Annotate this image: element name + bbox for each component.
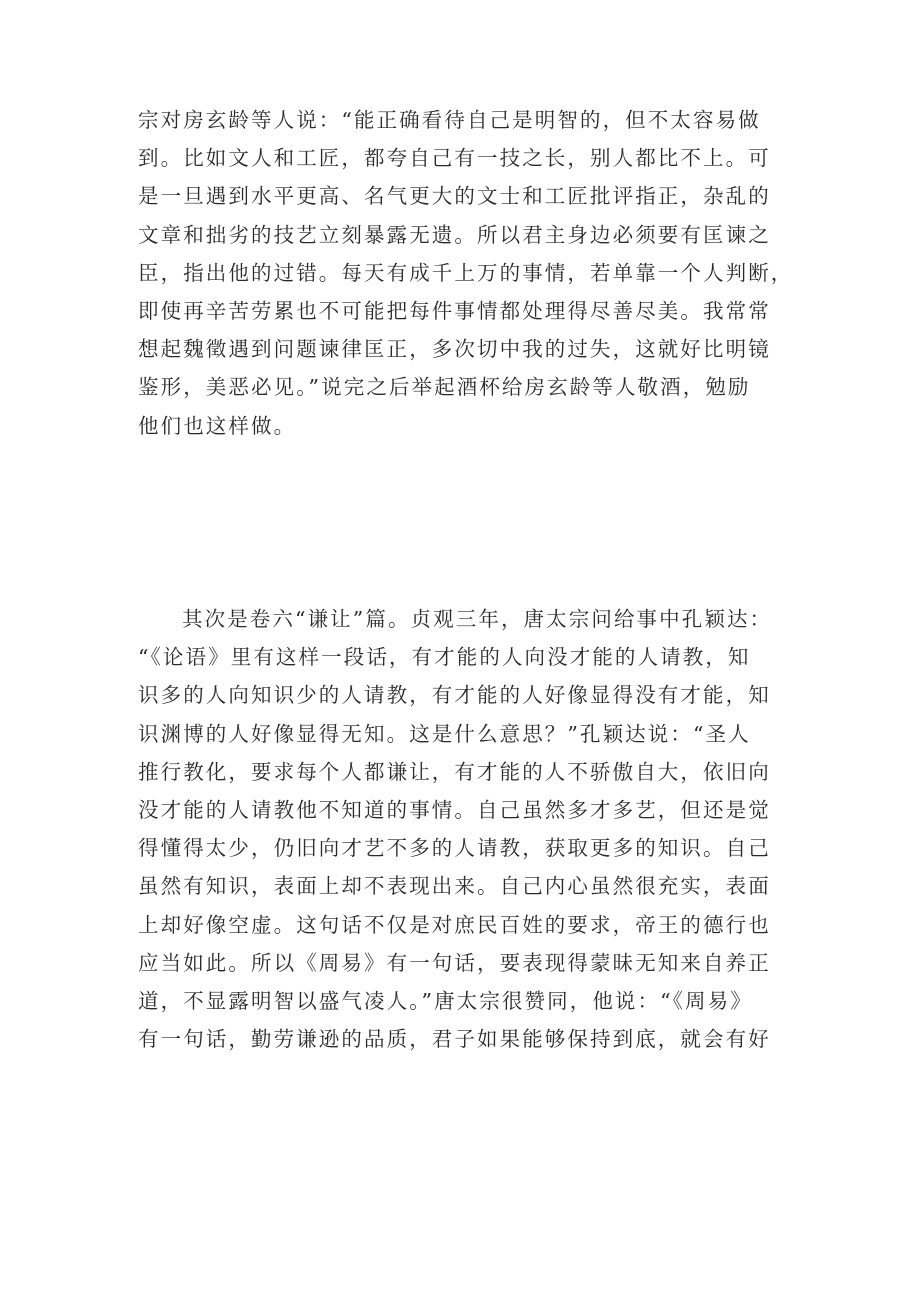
text-line: 道，不显露明智以盛气凌人。”唐太宗很赞同，他说：“《周易》: [138, 988, 753, 1013]
text-line: 识多的人向知识少的人请教，有才能的人好像显得没有才能，知: [138, 683, 771, 708]
text-line: 上却好像空虚。这句话不仅是对庶民百姓的要求，帝王的德行也: [138, 912, 771, 937]
text-line: 宗对房玄龄等人说：“能正确看待自己是明智的，但不太容易做: [138, 108, 761, 132]
text-line: 应当如此。所以《周易》有一句话，要表现得蒙昧无知来自养正: [138, 950, 771, 975]
text-line: 臣，指出他的过错。每天有成千上万的事情，若单靠一个人判断，: [138, 260, 794, 285]
text-line: 有一句话，勤劳谦逊的品质，君子如果能够保持到底，就会有好: [138, 1027, 771, 1052]
text-line: 得懂得太少，仍旧向才艺不多的人请教，获取更多的知识。自己: [138, 836, 771, 861]
text-line-first-indented: 其次是卷六“谦让”篇。贞观三年，唐太宗问给事中孔颖达：: [182, 607, 773, 631]
text-line: 即使再辛苦劳累也不可能把每件事情都处理得尽善尽美。我常常: [138, 298, 771, 323]
paragraph-taizong-mirror: [138, 101, 802, 445]
text-line: 识渊博的人好像显得无知。这是什么意思？”孔颖达说：“圣人: [138, 721, 751, 746]
text-line: 推行教化，要求每个人都谦让，有才能的人不骄傲自大，依旧向: [138, 759, 771, 784]
text-line: “《论语》里有这样一段话，有才能的人向没才能的人请教，知: [138, 645, 751, 670]
paragraph-modesty-chapter: [138, 600, 802, 1058]
text-line: 文章和拙劣的技艺立刻暴露无遗。所以君主身边必须要有匡谏之: [138, 222, 771, 247]
text-line: 到。比如文人和工匠，都夸自己有一技之长，别人都比不上。可: [138, 146, 771, 171]
text-line: 虽然有知识，表面上却不表现出来。自己内心虽然很充实，表面: [138, 874, 771, 899]
text-line: 想起魏徵遇到问题谏律匡正，多次切中我的过失，这就好比明镜: [138, 337, 771, 362]
text-line: 鉴形，美恶必见。”说完之后举起酒杯给房玄龄等人敬酒，勉励: [138, 375, 751, 400]
text-line: 是一旦遇到水平更高、名气更大的文士和工匠批评指正，杂乱的: [138, 184, 771, 209]
text-line: 他们也这样做。: [138, 413, 297, 438]
text-line: 没才能的人请教他不知道的事情。自己虽然多才多艺，但还是觉: [138, 797, 771, 822]
